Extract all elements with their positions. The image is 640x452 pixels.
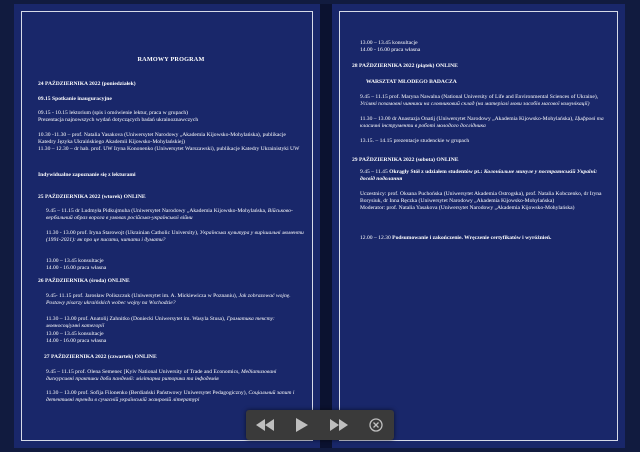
session-topic: Усілякі позамовні чинники на словниковий склад (на матеріалі мови засобів масової комунікації) [360, 100, 590, 107]
session-26-2 [38, 316, 304, 330]
session-27-1 [38, 369, 304, 383]
close-button[interactable] [365, 414, 387, 436]
day-heading-28: 28 PAŹDZIERNIKA 2022 (piątek) ONLINE [352, 63, 458, 69]
session-text: 11.30 – 13.00 prof. Sofija Filonenko (Berdiański Państwowy Uniwersytet Pedagogiczny), [46, 390, 249, 396]
book-fold [320, 4, 332, 448]
close-icon [369, 418, 383, 432]
session-text: 11.30 – 13.00 dr Anastazja Onatij (Uniwersytet Narodowy „Akademia Kijowsko-Mohylańska), [360, 116, 575, 122]
program-page-left [14, 4, 320, 448]
lecture-session: 09.15 - 10.15 lektorium (spis i omówienie lektur, praca w grupach) Prezentacja najnowszych wydań dotyczących badań ukrainoznawczych [38, 110, 199, 123]
session-topic: Цифрові та класичні інструменти в роботі молодого дослідника [360, 116, 604, 129]
session-topic: Колоніальне минуле у постраянській Україні: досвід подолання [360, 169, 598, 182]
session-25-3: 13.00 – 13.45 konsultacje 14.00 - 16.00 praca własna [46, 258, 107, 271]
closing-session [352, 235, 607, 242]
opening-session: 09.15 Spotkanie inauguracyjne [38, 96, 112, 102]
session-28-3: 13.15. – 14.15 prezentacje studenckie w grupach [360, 138, 470, 144]
individual-reading: Indywidualne zapoznanie się z lekturami [38, 172, 136, 178]
session-26-3: 13.00 – 13.45 konsultacje 14.00 - 16.00 praca własna [46, 331, 107, 344]
play-icon [296, 418, 308, 432]
session-25-2 [38, 230, 304, 244]
session-text: 9.45 – 11.15 dr Ludmyła Pidkujmuha (Uniwersytet Narodowy „Akademia Kijowsko-Mohylańska, [46, 208, 268, 214]
session-text: 9.45 – 11.15 prof. Maryna Nawalna (National University of Life and Environmental Sciences of Ukraine), [360, 94, 599, 100]
session-text: 9.45- 11.15 prof. Jarosław Poliszczuk (Uniwersytet im. A. Mickiewicza w Poznaniu), [46, 293, 239, 299]
program-page-right [332, 4, 625, 448]
session-topic: Українська культура у вирішальні моменти (1991-2021): як про це писати, читати і думати? [46, 230, 304, 243]
closing-time: 12.00 – 12.30 [360, 235, 393, 241]
session-26-1 [38, 293, 304, 307]
day-heading-27: 27 PAŹDZIERNIKA 2022 (czwartek) ONLINE [44, 354, 157, 360]
day-heading-29: 29 PAŹDZIERNIKA 2022 (sobota) ONLINE [352, 157, 459, 163]
session-topic: Граматика тексту: мовносоціумні категорії [46, 316, 275, 329]
session-topic: Соціальний запит і детективні тренди в сучасній українській жанровій літературі [46, 390, 295, 403]
day-heading-24: 24 PAŹDZIERNIKA 2022 (poniedziałek) [38, 81, 136, 87]
session-topic: Військово-вербальний образ ворога в умовах російсько-української війни [46, 208, 293, 221]
day-heading-25: 25 PAŹDZIERNIKA 2022 (wtorek) ONLINE [38, 194, 146, 200]
session-text: 11.30 - 13.00 prof. Iryna Starowojt (Ukrainian Catholic University), [46, 230, 200, 236]
session-29-1 [352, 169, 607, 183]
session-topic: Медіатизовані дискурсивні практики доби пандемії: мілітарна риторика та інфодемія [46, 369, 277, 382]
fast-forward-icon [330, 419, 348, 431]
session-25-1 [38, 208, 304, 222]
session-text: 9.45 – 11.15 prof. Olena Semenec [Kyiv National University of Trade and Economics, [46, 369, 242, 375]
session-27-2 [38, 390, 304, 404]
day-heading-26: 26 PAŹDZIERNIKA (środa) ONLINE [38, 278, 130, 284]
session-text: 11.30 – 13.00 prof. Anatolij Zahnitko (Doniecki Uniwersytet im. Wasyla Stusa), [46, 316, 227, 322]
session-28-1 [352, 94, 607, 108]
session-topic: Jak zobrazować wojnę. Postawy pisarzy ukraińskich wobec wojny na Wschodzie? [46, 293, 291, 306]
program-title: RAMOWY PROGRAM [137, 56, 205, 63]
session-27-3: 13.00 – 13.45 konsultacje 14.00 - 16.00 praca własna [360, 40, 421, 53]
session-title: Okrągły Stół z udziałem studentów pt.: [389, 169, 484, 175]
play-button[interactable] [291, 414, 313, 436]
fast-forward-button[interactable] [328, 414, 350, 436]
rewind-icon [256, 419, 274, 431]
rewind-button[interactable] [254, 414, 276, 436]
closing-text: Podsumowanie i zakończenie. Wręczenie certyfikatów i wyróżnień. [392, 235, 552, 241]
session-28-2 [352, 116, 607, 130]
participants: Uczestnicy: prof. Oksana Puchońska (Uniwersytet Akademia Ostrogska), prof. Natalia Kobczenko, dr Iryna Borysiuk, dr Inna Ręczka (Uniwersytet Narodowy „Akademia Kijowsko-Mohylańska) Moderator: prof. Natalia Yasakova (Uniwersytet Narodowy „Akademia Kijowsko-Mohylańska) [360, 191, 602, 211]
slideshow-player-bar [246, 410, 394, 440]
talks-session: 10.30 -11.30 – prof. Natalia Yasakova (Uniwersytet Narodowy „Akademia Kijowsko-Mohylańska), publikacje Katedry Języka Ukraińskiego Akademii Kijowsko-Mohylańskiej) 11.30 – 12.30 – dr hab. prof. UW Iryna Kononenko (Uniwersytet Warszawski), publikacje Katedry Ukrainistyki UW [38, 132, 300, 152]
workshop-heading: WARSZTAT MŁODEGO BADACZA [366, 79, 457, 85]
session-time: 9.45 – 11.45 [360, 169, 390, 175]
